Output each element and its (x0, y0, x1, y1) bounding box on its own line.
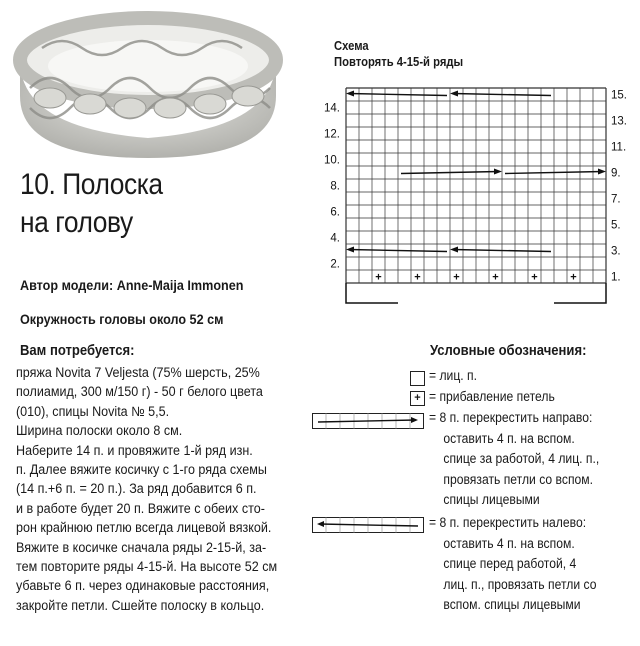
row-number-right: 15. (611, 89, 627, 102)
left-cross-cable-icon (312, 517, 424, 533)
legend-left-cross-line: = 8 п. перекрестить налево: (429, 515, 587, 530)
row-number-right: 5. (611, 219, 621, 232)
cable-arrow-line (453, 94, 551, 96)
bracket-right (554, 283, 606, 303)
increase-icon: + (410, 391, 425, 406)
row-number-right: 1. (611, 271, 621, 284)
increase-mark: + (531, 271, 538, 284)
instruction-line: тем повторите ряды 4-15-й. На высоте 52 см (16, 559, 278, 575)
cable-arrow-line (349, 94, 447, 96)
row-number-left: 4. (330, 232, 340, 245)
cable-arrow-line (453, 250, 551, 252)
materials-heading: Вам потребуется: (20, 343, 135, 359)
row-number-left: 10. (324, 154, 340, 167)
row-number-left: 14. (324, 102, 340, 115)
cable-arrow-head (346, 91, 354, 97)
legend-left-cross-line: лиц. п., провязать петли со (443, 576, 597, 592)
instruction-line: Ширина полоски около 8 см. (16, 423, 183, 439)
legend-knit: = лиц. п. (429, 368, 478, 383)
increase-mark: + (375, 271, 382, 284)
knit-stitch-icon (410, 371, 425, 386)
instruction-line: и в работе будет 20 п. Вяжите с обеих сто- (16, 500, 265, 516)
scheme-subtitle: Повторять 4-15-й ряды (334, 55, 464, 69)
row-number-right: 9. (611, 167, 621, 180)
instructions-text (16, 363, 312, 615)
pattern-title-line-1: 10. Полоска (20, 168, 163, 201)
pattern-title-line-2: на голову (20, 206, 133, 239)
author-line: Автор модели: Anne-Maija Immonen (20, 277, 244, 293)
legend-right-cross (429, 408, 599, 511)
instruction-line: убавьте 6 п. через одинаковые расстояния, (16, 578, 270, 594)
instruction-line: п. Далее вяжите косичку с 1-го ряда схемы (16, 462, 267, 478)
instruction-line: пряжа Novita 7 Veljesta (75% шерсть, 25% (16, 365, 260, 380)
row-number-left: 2. (330, 258, 340, 271)
row-number-right: 3. (611, 245, 621, 258)
row-number-left: 6. (330, 206, 340, 219)
row-number-right: 11. (611, 141, 627, 154)
increase-mark: + (453, 271, 460, 284)
legend-increase: = прибавление петель (429, 389, 555, 404)
instruction-line: (14 п.+6 п. = 20 п.). За ряд добавится 6 п. (16, 481, 257, 497)
cable-arrow-line (401, 172, 499, 174)
cable-arrow-line (349, 250, 447, 252)
cable-arrow-head (598, 169, 606, 175)
legend-right-cross-line: оставить 4 п. на вспом. (443, 430, 575, 446)
circumference-line: Окружность головы около 52 см (20, 311, 224, 327)
row-number-left: 12. (324, 128, 340, 141)
legend-right-cross-line: спицы лицевыми (443, 492, 540, 507)
increase-mark: + (414, 271, 421, 284)
instruction-line: закройте петли. Сшейте полоску в кольцо. (16, 597, 265, 613)
legend-left-cross-line: оставить 4 п. на вспом. (443, 535, 575, 551)
instruction-line: Наберите 14 п. и провяжите 1-й ряд изн. (16, 442, 253, 458)
knitting-chart (318, 82, 634, 316)
legend-heading: Условные обозначения: (430, 343, 587, 359)
legend-left-cross-line: вспом. спицы лицевыми (443, 597, 581, 612)
instruction-line: полиамид, 300 м/150 г) - 50 г белого цвета (16, 384, 263, 400)
legend-left-cross (429, 513, 596, 616)
instruction-line: (010), спицы Novita № 5,5. (16, 403, 170, 419)
row-number-right: 7. (611, 193, 621, 206)
instruction-line: Вяжите в косичке сначала ряды 2-15-й, за- (16, 539, 267, 555)
legend-right-cross-line: провязать петли со вспом. (443, 471, 594, 487)
pattern-title (20, 166, 163, 242)
row-number-right: 13. (611, 115, 627, 128)
cable-arrow-head (450, 91, 458, 97)
legend-right-cross-line: = 8 п. перекрестить направо: (429, 410, 593, 425)
scheme-title: Схема (334, 39, 369, 53)
instruction-line: рон крайнюю петлю всегда лицевой вязкой. (16, 520, 272, 536)
row-number-left: 8. (330, 180, 340, 193)
scheme-heading (334, 38, 463, 70)
cable-arrow-head (346, 247, 354, 253)
headband-photo (12, 8, 284, 158)
right-cross-cable-icon (312, 413, 424, 429)
increase-mark: + (492, 271, 499, 284)
cable-arrow-head (494, 169, 502, 175)
legend-left-cross-line: спице перед работой, 4 (443, 556, 577, 571)
bracket-left (346, 283, 398, 303)
cable-arrow-head (450, 247, 458, 253)
legend-right-cross-line: спице за работой, 4 лиц. п., (443, 451, 600, 466)
cable-arrow-line (505, 172, 603, 174)
increase-mark: + (570, 271, 577, 284)
